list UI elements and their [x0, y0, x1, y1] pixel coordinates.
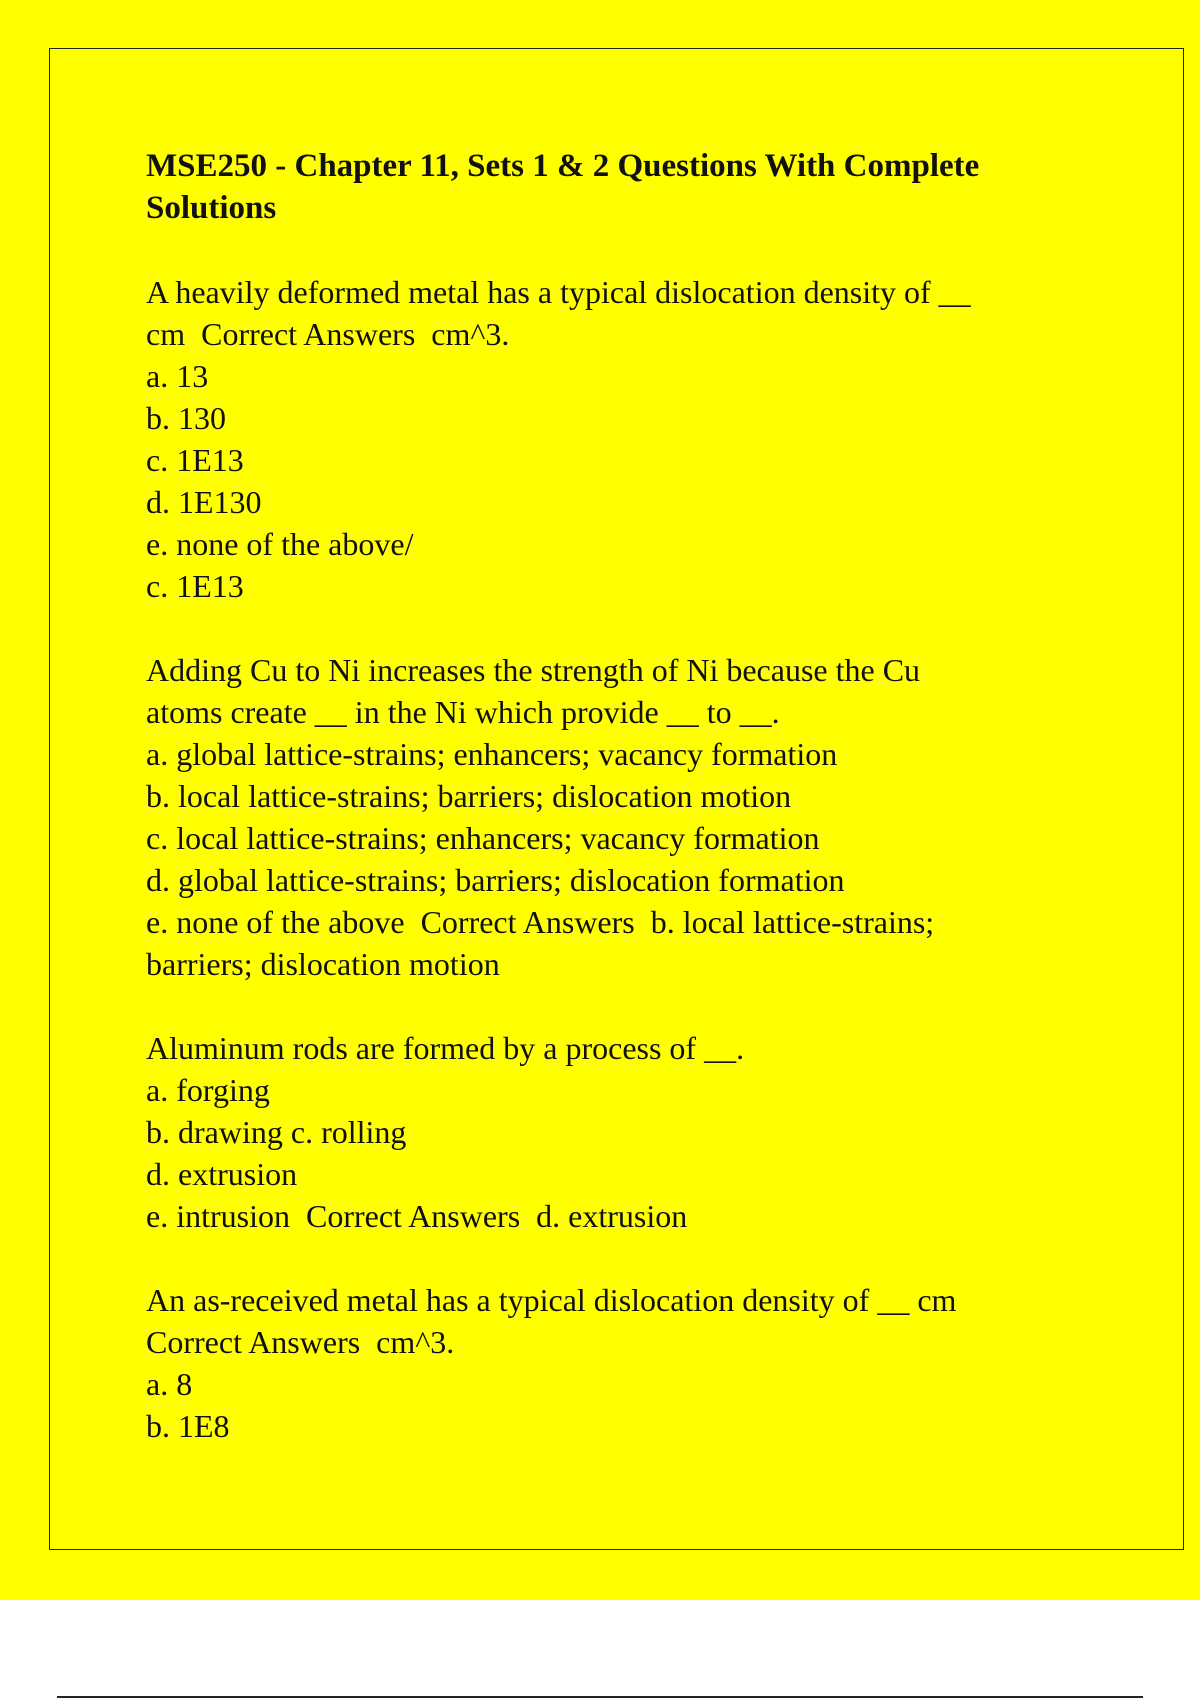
- question-block: [146, 649, 1096, 985]
- answer-option: b. local lattice-strains; barriers; dislocation motion: [146, 778, 792, 814]
- question-text: Correct Answers cm^3.: [146, 1324, 455, 1360]
- correct-answer: c. 1E13: [146, 568, 244, 604]
- answer-option: b. 1E8: [146, 1408, 230, 1444]
- answer-option: a. 8: [146, 1366, 193, 1402]
- question-text: cm Correct Answers cm^3.: [146, 316, 510, 352]
- answer-option: d. extrusion: [146, 1156, 298, 1192]
- question-text: atoms create __ in the Ni which provide __ to __.: [146, 694, 780, 730]
- question-block: [146, 1279, 1096, 1447]
- answer-option: a. global lattice-strains; enhancers; vacancy formation: [146, 736, 838, 772]
- question-text: Aluminum rods are formed by a process of __.: [146, 1030, 745, 1066]
- answer-option: e. intrusion Correct Answers d. extrusion: [146, 1198, 688, 1234]
- answer-option: a. 13: [146, 358, 209, 394]
- document-title: MSE250 - Chapter 11, Sets 1 & 2 Questions With Complete Solutions: [146, 148, 980, 226]
- answer-option: b. drawing c. rolling: [146, 1114, 407, 1150]
- question-block: [146, 271, 1096, 607]
- answer-option: b. 130: [146, 400, 226, 436]
- answer-option: e. none of the above Correct Answers b. local lattice-strains;: [146, 904, 935, 940]
- answer-option: e. none of the above/: [146, 526, 414, 562]
- question-text: Adding Cu to Ni increases the strength of Ni because the Cu: [146, 652, 921, 688]
- question-block: [146, 1027, 1096, 1237]
- answer-option: d. global lattice-strains; barriers; dislocation formation: [146, 862, 845, 898]
- question-text: An as-received metal has a typical dislocation density of __ cm: [146, 1282, 957, 1318]
- answer-option: a. forging: [146, 1072, 270, 1108]
- answer-option: c. local lattice-strains; enhancers; vacancy formation: [146, 820, 820, 856]
- correct-answer: barriers; dislocation motion: [146, 946, 500, 982]
- question-text: A heavily deformed metal has a typical dislocation density of __: [146, 274, 971, 310]
- answer-option: c. 1E13: [146, 442, 244, 478]
- footer-divider: [57, 1696, 1143, 1698]
- answer-option: d. 1E130: [146, 484, 262, 520]
- document-content: [146, 145, 1096, 1489]
